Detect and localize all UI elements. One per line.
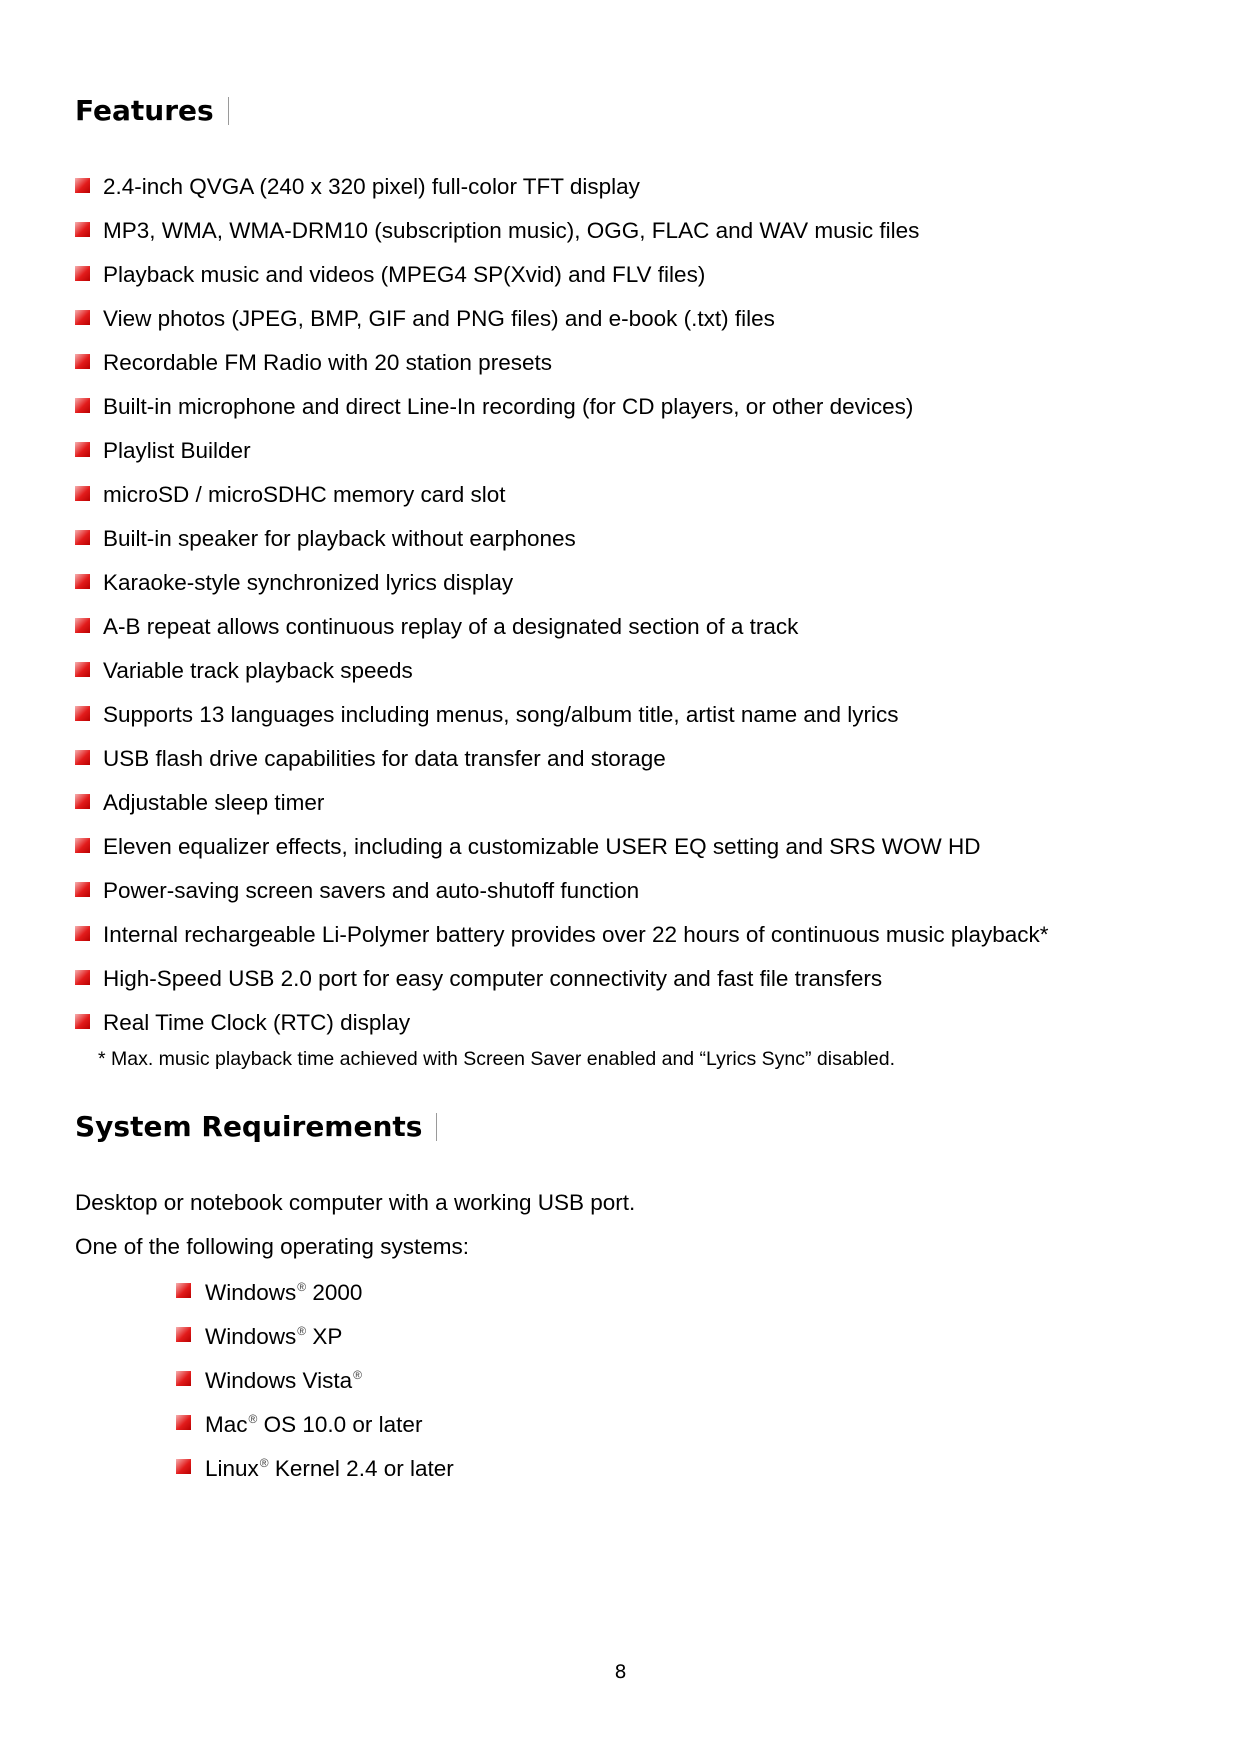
red-square-bullet-icon (176, 1371, 191, 1386)
red-square-bullet-icon (75, 618, 90, 633)
document-page: Features 2.4-inch QVGA (240 x 320 pixel) full-color TFT display MP3, WMA, WMA-DRM10 (subscription music), OGG, FLAC and WAV music files Playback music and videos (MPEG4 SP(Xvid) and FLV files) View photos (JPEG, BMP, GIF and PNG files) and e-book (.txt) files Recordable FM Radio with 20 station presets Built-in microphone and direct Line-In recording (for CD players, or other devices) Playlist Builder microSD / microSDHC memory card slot Built-in speaker for playback without earphones Karaoke-style synchronized lyrics display A-B repeat allows continuous replay of a designated section of a track Variable track playback speeds Supports 13 languages including menus, song/album title, artist name and lyrics USB flash drive capabilities for data transfer and storage Adjustable sleep timer Eleven equalizer effects, including a customizable USER EQ setting and SRS WOW HD Power-saving screen savers and auto-shutoff function Internal rechargeable Li-Polymer battery provides over 22 hours of continuous music playback* High-Speed USB 2.0 port for easy computer connectivity and fast file transfers Real Time Clock (RTC) display * Max. music playback time achieved with Screen Saver enabled and “Lyrics Sync” disabled. System Requirements Desktop or notebook computer with a working USB port. One of the following operating systems: Windows® 2000 Windows® XP Windows Vista® Mac® OS 10.0 or later Linux® Kernel 2.4 or later 8 (0, 0, 1241, 1755)
red-square-bullet-icon (75, 706, 90, 721)
red-square-bullet-icon (75, 354, 90, 369)
red-square-bullet-icon (75, 266, 90, 281)
red-square-bullet-icon (75, 926, 90, 941)
red-square-bullet-icon (75, 1014, 90, 1029)
page-number: 8 (614, 1661, 627, 1683)
red-square-bullet-icon (75, 530, 90, 545)
red-square-bullet-icon (176, 1283, 191, 1298)
red-square-bullet-icon (75, 442, 90, 457)
system-requirements-heading (75, 1110, 437, 1143)
red-square-bullet-icon (75, 574, 90, 589)
red-square-bullet-icon (75, 838, 90, 853)
registered-trademark: ® (248, 1412, 258, 1426)
red-square-bullet-icon (75, 398, 90, 413)
red-square-bullet-icon (176, 1327, 191, 1342)
red-square-bullet-icon (75, 794, 90, 809)
os-requirement-intro: One of the following operating systems: (75, 1234, 469, 1259)
registered-trademark: ® (353, 1368, 362, 1382)
heading-separator (436, 1113, 437, 1141)
red-square-bullet-icon (75, 486, 90, 501)
red-square-bullet-icon (75, 310, 90, 325)
red-square-bullet-icon (75, 970, 90, 985)
features-heading-text: Features (75, 94, 214, 127)
battery-footnote: * Max. music playback time achieved with Screen Saver enabled and “Lyrics Sync” disabled. (98, 1048, 895, 1070)
registered-trademark: ® (297, 1324, 307, 1338)
red-square-bullet-icon (75, 178, 90, 193)
red-square-bullet-icon (176, 1459, 191, 1474)
heading-separator (228, 97, 229, 125)
red-square-bullet-icon (75, 222, 90, 237)
red-square-bullet-icon (75, 882, 90, 897)
red-square-bullet-icon (176, 1415, 191, 1430)
computer-requirement-text: Desktop or notebook computer with a working USB port. (75, 1190, 636, 1215)
features-heading (75, 94, 229, 127)
system-requirements-heading-text: System Requirements (75, 1110, 423, 1143)
red-square-bullet-icon (75, 662, 90, 677)
red-square-bullet-icon (75, 750, 90, 765)
registered-trademark: ® (297, 1280, 307, 1294)
registered-trademark: ® (259, 1456, 269, 1470)
